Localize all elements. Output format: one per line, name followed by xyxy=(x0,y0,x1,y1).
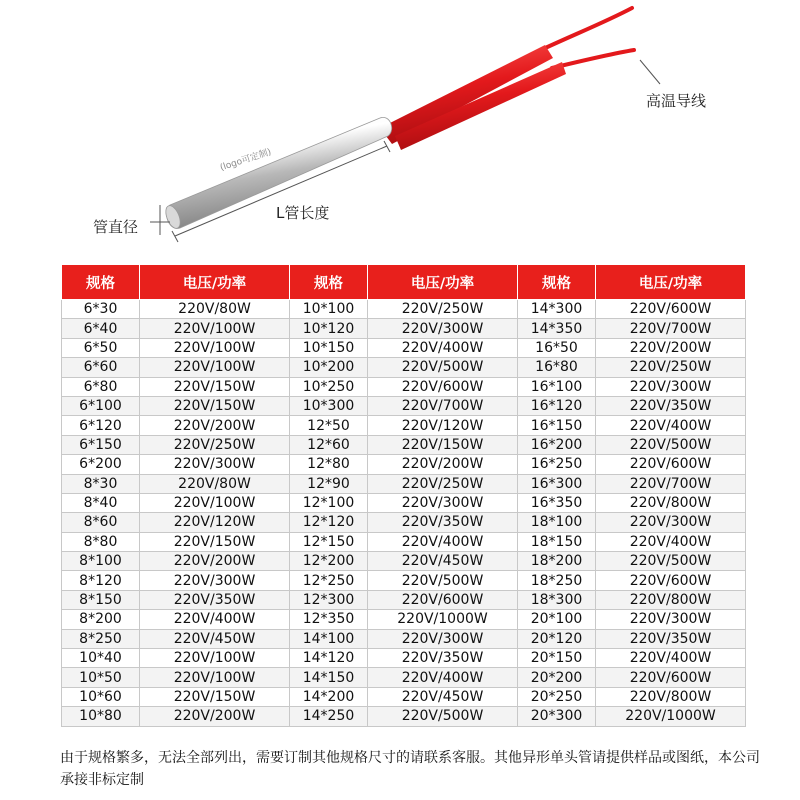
voltage-power-cell: 220V/600W xyxy=(368,590,518,609)
table-row xyxy=(62,319,746,338)
table-row xyxy=(62,300,746,319)
spec-cell: 8*200 xyxy=(62,610,140,629)
spec-cell: 10*120 xyxy=(290,319,368,338)
voltage-power-cell: 220V/400W xyxy=(368,338,518,357)
header-spec: 规格 xyxy=(62,265,140,300)
table-row xyxy=(62,687,746,706)
spec-cell: 12*350 xyxy=(290,610,368,629)
spec-cell: 14*120 xyxy=(290,649,368,668)
voltage-power-cell: 220V/450W xyxy=(368,552,518,571)
voltage-power-cell: 220V/150W xyxy=(140,532,290,551)
spec-cell: 14*300 xyxy=(518,300,596,319)
footnote: 由于规格繁多，无法全部列出，需要订制其他规格尺寸的请联系客服。其他异形单头管请提供样品或图纸，本公司承接非标定制 xyxy=(60,750,760,788)
table-row xyxy=(62,416,746,435)
voltage-power-cell: 220V/1000W xyxy=(368,610,518,629)
spec-cell: 12*150 xyxy=(290,532,368,551)
spec-cell: 10*50 xyxy=(62,668,140,687)
spec-cell: 10*80 xyxy=(62,707,140,726)
voltage-power-cell: 220V/1000W xyxy=(596,707,746,726)
voltage-power-cell: 220V/100W xyxy=(140,493,290,512)
spec-cell: 14*150 xyxy=(290,668,368,687)
spec-cell: 8*100 xyxy=(62,552,140,571)
spec-cell: 16*120 xyxy=(518,396,596,415)
voltage-power-cell: 220V/400W xyxy=(140,610,290,629)
spec-table xyxy=(61,264,746,727)
voltage-power-cell: 220V/300W xyxy=(140,571,290,590)
header-voltage-power: 电压/功率 xyxy=(368,265,518,300)
diameter-label: 管直径 xyxy=(93,218,139,236)
voltage-power-cell: 220V/450W xyxy=(140,629,290,648)
spec-cell: 6*50 xyxy=(62,338,140,357)
spec-cell: 14*350 xyxy=(518,319,596,338)
table-row xyxy=(62,435,746,454)
voltage-power-cell: 220V/500W xyxy=(368,707,518,726)
voltage-power-cell: 220V/400W xyxy=(368,532,518,551)
table-row xyxy=(62,649,746,668)
spec-cell: 18*150 xyxy=(518,532,596,551)
voltage-power-cell: 220V/400W xyxy=(368,668,518,687)
spec-cell: 12*250 xyxy=(290,571,368,590)
voltage-power-cell: 220V/700W xyxy=(596,319,746,338)
spec-cell: 8*40 xyxy=(62,493,140,512)
spec-cell: 10*60 xyxy=(62,687,140,706)
voltage-power-cell: 220V/200W xyxy=(596,338,746,357)
voltage-power-cell: 220V/120W xyxy=(140,513,290,532)
table-row xyxy=(62,513,746,532)
voltage-power-cell: 220V/300W xyxy=(596,377,746,396)
table-row xyxy=(62,610,746,629)
spec-cell: 16*150 xyxy=(518,416,596,435)
voltage-power-cell: 220V/500W xyxy=(596,435,746,454)
logo-note: (logo可定制) xyxy=(218,147,273,174)
spec-cell: 8*80 xyxy=(62,532,140,551)
voltage-power-cell: 220V/600W xyxy=(596,571,746,590)
spec-cell: 10*40 xyxy=(62,649,140,668)
spec-cell: 18*300 xyxy=(518,590,596,609)
voltage-power-cell: 220V/100W xyxy=(140,338,290,357)
spec-cell: 8*150 xyxy=(62,590,140,609)
table-row xyxy=(62,590,746,609)
voltage-power-cell: 220V/400W xyxy=(596,649,746,668)
wire-label: 高温导线 xyxy=(646,92,707,110)
voltage-power-cell: 220V/450W xyxy=(368,687,518,706)
voltage-power-cell: 220V/600W xyxy=(596,455,746,474)
spec-cell: 10*250 xyxy=(290,377,368,396)
voltage-power-cell: 220V/600W xyxy=(368,377,518,396)
voltage-power-cell: 220V/150W xyxy=(140,687,290,706)
voltage-power-cell: 220V/200W xyxy=(368,455,518,474)
voltage-power-cell: 220V/200W xyxy=(140,416,290,435)
voltage-power-cell: 220V/300W xyxy=(596,513,746,532)
voltage-power-cell: 220V/250W xyxy=(596,358,746,377)
header-spec: 规格 xyxy=(290,265,368,300)
voltage-power-cell: 220V/100W xyxy=(140,649,290,668)
spec-cell: 14*100 xyxy=(290,629,368,648)
spec-cell: 18*250 xyxy=(518,571,596,590)
spec-cell: 16*300 xyxy=(518,474,596,493)
voltage-power-cell: 220V/250W xyxy=(368,474,518,493)
voltage-power-cell: 220V/80W xyxy=(140,474,290,493)
spec-cell: 14*200 xyxy=(290,687,368,706)
spec-cell: 6*120 xyxy=(62,416,140,435)
spec-cell: 6*200 xyxy=(62,455,140,474)
voltage-power-cell: 220V/400W xyxy=(596,416,746,435)
spec-cell: 20*150 xyxy=(518,649,596,668)
table-row xyxy=(62,455,746,474)
table-row xyxy=(62,707,746,726)
header-spec: 规格 xyxy=(518,265,596,300)
spec-cell: 6*80 xyxy=(62,377,140,396)
table-row xyxy=(62,377,746,396)
voltage-power-cell: 220V/100W xyxy=(140,668,290,687)
voltage-power-cell: 220V/100W xyxy=(140,319,290,338)
spec-cell: 12*80 xyxy=(290,455,368,474)
spec-cell: 10*300 xyxy=(290,396,368,415)
spec-cell: 20*300 xyxy=(518,707,596,726)
spec-cell: 12*90 xyxy=(290,474,368,493)
table-row xyxy=(62,571,746,590)
voltage-power-cell: 220V/200W xyxy=(140,552,290,571)
spec-cell: 16*80 xyxy=(518,358,596,377)
spec-cell: 14*250 xyxy=(290,707,368,726)
spec-cell: 20*120 xyxy=(518,629,596,648)
table-row xyxy=(62,474,746,493)
voltage-power-cell: 220V/300W xyxy=(596,610,746,629)
voltage-power-cell: 220V/350W xyxy=(596,629,746,648)
voltage-power-cell: 220V/300W xyxy=(368,493,518,512)
header-voltage-power: 电压/功率 xyxy=(140,265,290,300)
spec-cell: 12*300 xyxy=(290,590,368,609)
spec-cell: 6*150 xyxy=(62,435,140,454)
table-row xyxy=(62,629,746,648)
spec-cell: 10*150 xyxy=(290,338,368,357)
voltage-power-cell: 220V/400W xyxy=(596,532,746,551)
spec-cell: 16*350 xyxy=(518,493,596,512)
voltage-power-cell: 220V/700W xyxy=(596,474,746,493)
spec-cell: 8*60 xyxy=(62,513,140,532)
voltage-power-cell: 220V/150W xyxy=(140,377,290,396)
spec-cell: 18*200 xyxy=(518,552,596,571)
spec-cell: 6*60 xyxy=(62,358,140,377)
spec-cell: 16*250 xyxy=(518,455,596,474)
table-row xyxy=(62,493,746,512)
voltage-power-cell: 220V/80W xyxy=(140,300,290,319)
spec-cell: 12*50 xyxy=(290,416,368,435)
voltage-power-cell: 220V/500W xyxy=(368,571,518,590)
spec-cell: 12*100 xyxy=(290,493,368,512)
spec-cell: 6*40 xyxy=(62,319,140,338)
table-row xyxy=(62,668,746,687)
table-header-row xyxy=(62,265,746,300)
spec-cell: 12*60 xyxy=(290,435,368,454)
spec-cell: 8*250 xyxy=(62,629,140,648)
voltage-power-cell: 220V/120W xyxy=(368,416,518,435)
voltage-power-cell: 220V/800W xyxy=(596,493,746,512)
spec-cell: 12*120 xyxy=(290,513,368,532)
spec-cell: 10*100 xyxy=(290,300,368,319)
table-row xyxy=(62,396,746,415)
spec-cell: 16*100 xyxy=(518,377,596,396)
voltage-power-cell: 220V/800W xyxy=(596,590,746,609)
header-voltage-power: 电压/功率 xyxy=(596,265,746,300)
spec-cell: 6*100 xyxy=(62,396,140,415)
voltage-power-cell: 220V/300W xyxy=(140,455,290,474)
spec-cell: 20*200 xyxy=(518,668,596,687)
spec-cell: 16*200 xyxy=(518,435,596,454)
spec-cell: 16*50 xyxy=(518,338,596,357)
table-body xyxy=(62,300,746,727)
voltage-power-cell: 220V/600W xyxy=(596,668,746,687)
table-row xyxy=(62,338,746,357)
product-illustration xyxy=(0,0,800,262)
voltage-power-cell: 220V/350W xyxy=(140,590,290,609)
spec-cell: 8*120 xyxy=(62,571,140,590)
voltage-power-cell: 220V/800W xyxy=(596,687,746,706)
spec-cell: 20*250 xyxy=(518,687,596,706)
voltage-power-cell: 220V/350W xyxy=(368,513,518,532)
spec-cell: 10*200 xyxy=(290,358,368,377)
spec-cell: 20*100 xyxy=(518,610,596,629)
voltage-power-cell: 220V/350W xyxy=(596,396,746,415)
length-label: L管长度 xyxy=(276,204,330,222)
voltage-power-cell: 220V/300W xyxy=(368,629,518,648)
voltage-power-cell: 220V/300W xyxy=(368,319,518,338)
spec-cell: 18*100 xyxy=(518,513,596,532)
table-row xyxy=(62,358,746,377)
voltage-power-cell: 220V/250W xyxy=(140,435,290,454)
voltage-power-cell: 220V/600W xyxy=(596,300,746,319)
voltage-power-cell: 220V/700W xyxy=(368,396,518,415)
voltage-power-cell: 220V/200W xyxy=(140,707,290,726)
table-row xyxy=(62,532,746,551)
voltage-power-cell: 220V/150W xyxy=(140,396,290,415)
spec-cell: 8*30 xyxy=(62,474,140,493)
voltage-power-cell: 220V/150W xyxy=(368,435,518,454)
voltage-power-cell: 220V/250W xyxy=(368,300,518,319)
spec-cell: 12*200 xyxy=(290,552,368,571)
voltage-power-cell: 220V/100W xyxy=(140,358,290,377)
voltage-power-cell: 220V/500W xyxy=(596,552,746,571)
spec-cell: 6*30 xyxy=(62,300,140,319)
voltage-power-cell: 220V/350W xyxy=(368,649,518,668)
table-row xyxy=(62,552,746,571)
voltage-power-cell: 220V/500W xyxy=(368,358,518,377)
